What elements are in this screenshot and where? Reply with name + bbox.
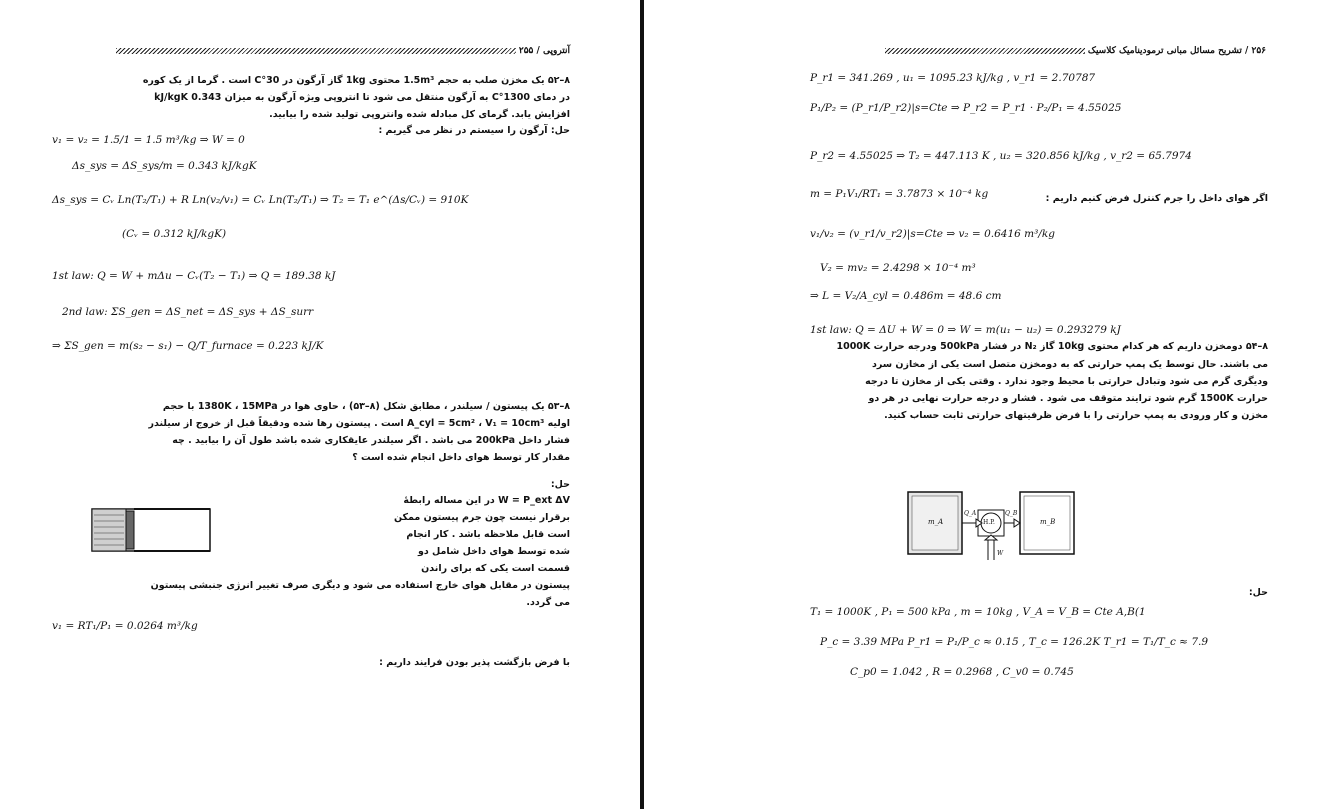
solution-text-line-3: است قابل ملاحظه باشد . کار انجام: [406, 529, 570, 540]
equation-length: ⇒ L = V₂/A_cyl = 0.486m = 48.6 cm: [810, 290, 1002, 302]
book-spine: [640, 0, 644, 809]
problem-8-53-line-2: اولیه A_cyl = 5cm² ، V₁ = 10cm³ است . پیستون رها شده ودقیقاً قبل از خروج از سیلندر: [148, 418, 570, 429]
control-mass-note: اگر هوای داخل را جرم کنترل فرض کنیم داریم :: [1045, 193, 1268, 204]
problem-8-54-line-5: مخزن و کار ورودی به پمپ حرارتی را با فرض ظرفیتهای حرارتی ثابت حساب کنید.: [884, 410, 1268, 421]
equation-initial-specific-volume: v₁ = RT₁/P₁ = 0.0264 m³/kg: [52, 620, 198, 632]
heat-pump-diagram: [906, 488, 1076, 562]
equation-reduced-properties: P_c = 3.39 MPa P_r1 = P₁/P_c ≈ 0.15 , T_c = 126.2K T_r1 = T₁/T_c ≈ 7.9: [820, 636, 1209, 648]
left-page: [0, 0, 640, 809]
equation-first-law: 1st law: Q = W + mΔu − Cᵥ(T₂ − T₁) ⇒ Q = 189.38 kJ: [52, 270, 336, 282]
equation-specific-heats: C_p0 = 1.042 , R = 0.2968 , C_v0 = 0.745: [850, 666, 1074, 678]
equation-pr1-u1-vr1: P_r1 = 341.269 , u₁ = 1095.23 kJ/kg , v_r1 = 2.70787: [810, 72, 1096, 84]
left-page-header: [50, 46, 570, 56]
reversible-assumption-line: با فرض بازگشت پذیر بودن فرایند داریم :: [379, 657, 570, 668]
equation-final-temperature: Δs_sys = Cᵥ Ln(T₂/T₁) + R Ln(v₂/v₁) = Cᵥ Ln(T₂/T₁) ⇒ T₂ = T₁ e^(Δs/Cᵥ) = 910K: [52, 194, 469, 206]
equation-initial-state: T₁ = 1000K , P₁ = 500 kPa , m = 10kg , V_A = V_B = Cte A,B(1: [810, 606, 1146, 618]
work-input-label: W: [997, 550, 1004, 557]
problem-8-53-line-1: ۸–۵۳ یک پیستون / سیلندر ، مطابق شکل (۸–۵۳) ، حاوی هوا در 1380K ، 15MPa با حجم: [162, 401, 570, 412]
solution-text-line-2: برقرار نیست چون جرم پیستون ممکن: [393, 512, 570, 523]
problem-8-52-line-3: افزایش یابد. گرمای کل مبادله شده وانتروپی تولید شده را بیابید.: [269, 109, 570, 120]
header-hatch-right: [885, 48, 1085, 54]
solution-label-3: حل:: [1248, 587, 1268, 598]
equation-pressure-ratio: P₁/P₂ = (P_r1/P_r2)|s=Cte ⇒ P_r2 = P_r1 · P₂/P₁ = 4.55025: [810, 102, 1122, 114]
equation-mass: m = P₁V₁/RT₁ = 3.7873 × 10⁻⁴ kg: [810, 188, 989, 200]
equation-specific-volume: v₁ = v₂ = 1.5/1 = 1.5 m³/kg ⇒ W = 0: [52, 134, 245, 146]
equation-second-law: 2nd law: ΣS_gen = ΔS_net = ΔS_sys + ΔS_surr: [62, 306, 314, 318]
heat-pump-label: H.P.: [983, 519, 995, 526]
equation-v2: v₁/v₂ = (v_r1/v_r2)|s=Cte ⇒ v₂ = 0.6416 m³/kg: [810, 228, 1055, 240]
solution-text-line-1: W = P_ext ΔV در این مساله رابطهٔ: [403, 495, 570, 506]
left-page-number: آنتروپی / ۲۵۵: [518, 46, 570, 56]
equation-entropy-change: Δs_sys = ΔS_sys/m = 0.343 kJ/kgK: [72, 160, 257, 172]
heat-out-label: Q_B: [1005, 510, 1018, 517]
problem-8-54-line-3: ودیگری گرم می شود وتبادل حرارتی با محیط وجود ندارد . وقتی یکی از مخازن تا درجه: [865, 376, 1268, 387]
solution-label: حل: آرگون را سیستم در نظر می گیریم :: [378, 125, 570, 136]
solution-label-2: حل:: [550, 479, 570, 490]
solution-text-line-4: شده توسط هوای داخل شامل دو: [417, 546, 570, 557]
solution-text-line-6: پیستون در مقابل هوای خارج استفاده می شود و دیگری صرف تغییر انرژی جنبشی پیستون: [150, 580, 570, 591]
equation-cv-value: (Cᵥ = 0.312 kJ/kgK): [122, 228, 227, 240]
problem-8-54-line-4: حرارت 1500K گرم شود ترایند متوقف می شود . فشار و درجه حرارت نهایی در هر دو: [868, 393, 1268, 404]
tank-a-label: m_A: [928, 518, 944, 526]
right-page-title: ۲۵۶ / تشریح مسائل مبانی ترمودینامیک کلاسیک: [1087, 46, 1266, 56]
piston-cylinder-figure: [90, 505, 212, 555]
solution-text-line-5: قسمت است یکی که برای راندن: [421, 563, 570, 574]
problem-8-53-line-4: مقدار کار توسط هوای داخل انجام شده است ؟: [352, 452, 570, 463]
tank-b-label: m_B: [1040, 518, 1056, 526]
equation-pr2-t2-u2: P_r2 = 4.55025 ⇒ T₂ = 447.113 K , u₂ = 320.856 kJ/kg , v_r2 = 65.7974: [810, 150, 1192, 162]
problem-8-52-line-1: ۸–۵۲ یک مخزن صلب به حجم 1.5m³ محتوی 1kg گاز آرگون در 30°C است . گرما از یک کوره: [142, 75, 570, 86]
problem-8-53-line-3: فشار داخل 200kPa می باشد . اگر سیلندر عایقکاری شده باشد طول آن را بیابید . چه: [172, 435, 570, 446]
right-page: [648, 0, 1317, 809]
problem-8-52-line-2: در دمای 1300°C به آرگون منتقل می شود تا انتروپی ویژه آرگون به میزان 0.343 kJ/kgK: [154, 92, 570, 103]
heat-in-label: Q_A: [964, 510, 977, 517]
solution-text-line-7: می گردد.: [526, 597, 570, 608]
problem-8-54-line-1: ۸–۵۴ دومخزن داریم که هر کدام محتوی 10kg گاز N₂ در فشار 500kPa ودرجه حرارت 1000K: [836, 341, 1268, 352]
right-page-header: [806, 46, 1266, 56]
problem-8-54-line-2: می باشند. حال توسط یک پمپ حرارتی که به دومخزن متصل است یکی از مخازن سرد: [871, 359, 1268, 370]
header-hatch: [116, 48, 516, 54]
equation-entropy-generation: ⇒ ΣS_gen = m(s₂ − s₁) − Q/T_furnace = 0.223 kJ/K: [52, 340, 324, 352]
equation-V2: V₂ = mv₂ = 2.4298 × 10⁻⁴ m³: [820, 262, 976, 274]
equation-work: 1st law: Q = ΔU + W = 0 ⇒ W = m(u₁ − u₂) = 0.293279 kJ: [810, 324, 1121, 336]
